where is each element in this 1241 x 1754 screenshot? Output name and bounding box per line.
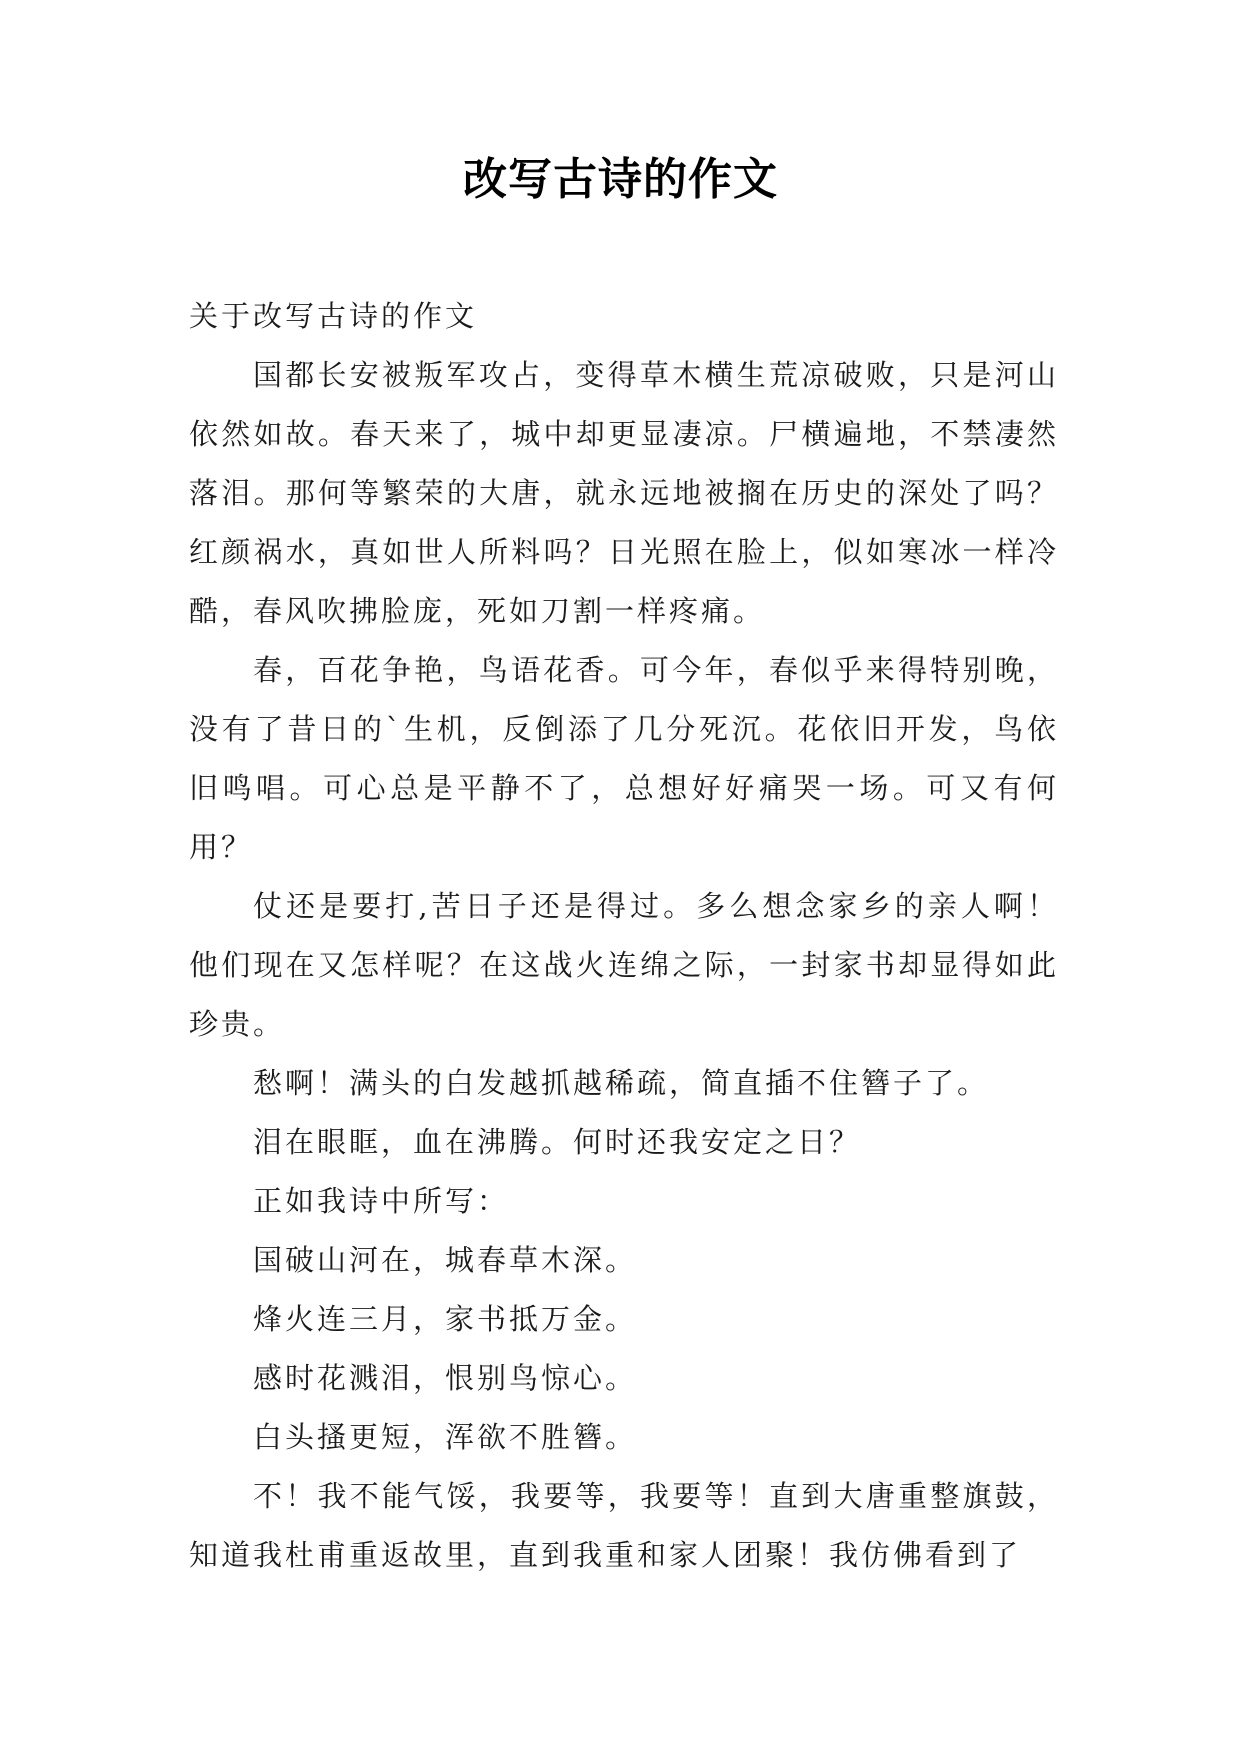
poem-line: 感时花溅泪，恨别鸟惊心。 [253,1361,638,1395]
paragraph: 春，百花争艳，鸟语花香。可今年，春似乎来得特别晚，没有了昔日的`生机，反倒添了几分死沉。花依旧开发，鸟依旧鸣唱。可心总是平静不了，总想好好痛哭一场。可又有何用？ [189,653,1059,864]
poem-line: 白头搔更短，浑欲不胜簪。 [253,1420,638,1454]
paragraph: 不！我不能气馁，我要等，我要等！直到大唐重整旗鼓，知道我杜甫重返故里，直到我重和家人团聚！我仿佛看到了 [189,1479,1059,1572]
document-title: 改写古诗的作文 [463,154,778,205]
paragraph: 国都长安被叛军攻占，变得草木横生荒凉破败，只是河山依然如故。春天来了，城中却更显凄凉。尸横遍地，不禁凄然落泪。那何等繁荣的大唐，就永远地被搁在历史的深处了吗？红颜祸水，真如世人所料吗？日光照在脸上，似如寒冰一样冷酷，春风吹拂脸庞，死如刀割一样疼痛。 [189,358,1059,628]
paragraph: 仗还是要打,苦日子还是得过。多么想念家乡的亲人啊！他们现在又怎样呢？在这战火连绵之际，一封家书却显得如此珍贵。 [189,889,1059,1041]
paragraph: 泪在眼眶，血在沸腾。何时还我安定之日？ [253,1125,862,1159]
paragraph: 正如我诗中所写： [253,1184,510,1218]
paragraph: 愁啊！满头的白发越抓越稀疏，简直插不住簪子了。 [253,1066,990,1100]
document-body [189,287,1059,1585]
poem-line: 烽火连三月，家书抵万金。 [253,1302,638,1336]
document-subtitle: 关于改写古诗的作文 [189,299,478,333]
poem-line: 国破山河在，城春草木深。 [253,1243,638,1277]
